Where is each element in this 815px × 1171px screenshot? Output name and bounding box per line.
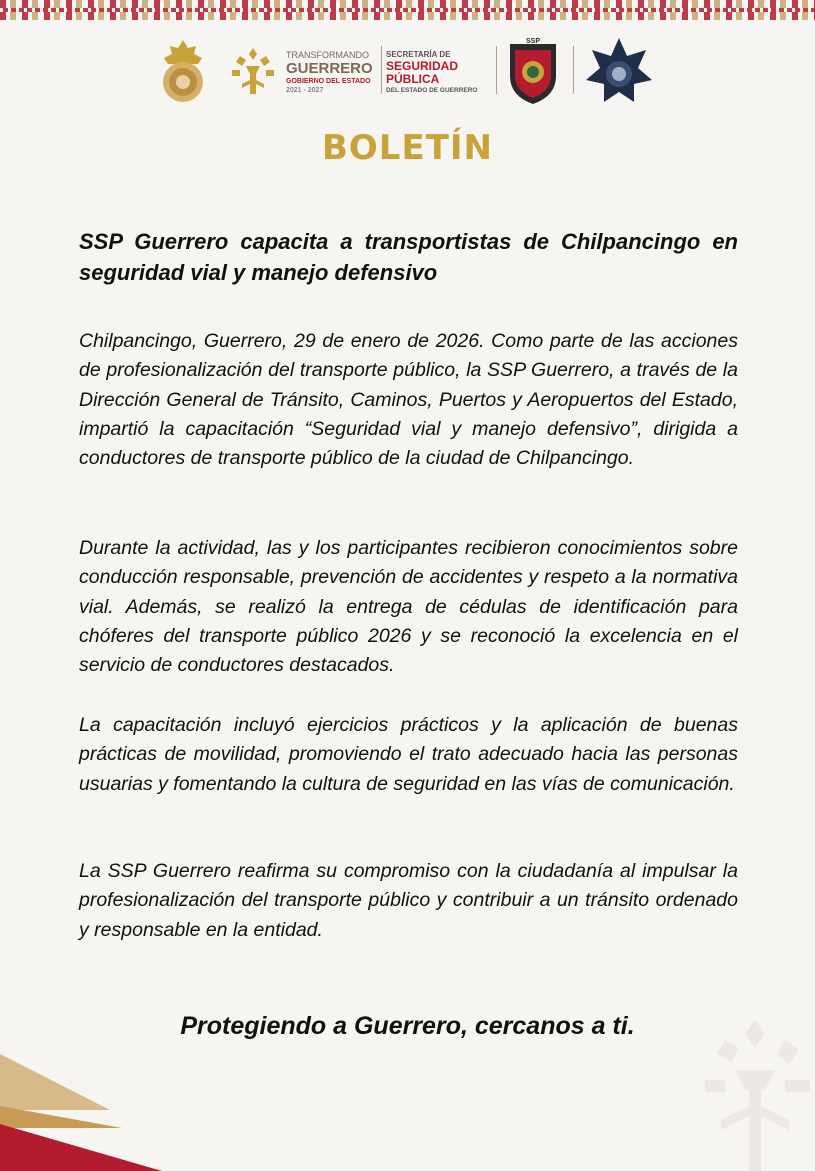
ssp-line-4: DEL ESTADO DE GUERRERO xyxy=(386,87,478,94)
police-star-badge-icon xyxy=(584,36,654,106)
government-wordmark xyxy=(286,50,378,95)
ssp-shield-badge-icon xyxy=(504,36,562,106)
ssp-line-1: SECRETARÍA DE xyxy=(386,50,451,59)
logo-divider xyxy=(496,46,497,94)
header-logos xyxy=(160,36,660,108)
logo-divider xyxy=(573,46,574,94)
paragraph-2: Durante la actividad, las y los participantes recibieron conocimientos sobre conducción responsable, prevención de accidentes y respeto a la normativa vial. Además, se realizó la entrega de cédulas de identificación para chóferes del transporte público 2026 y se reconoció la excelencia en el servicio de conductores destacados. xyxy=(79,537,738,677)
ssp-line-2: SEGURIDAD xyxy=(386,59,459,73)
gov-line-1: TRANSFORMANDO xyxy=(286,50,369,60)
gov-line-2: GUERRERO xyxy=(286,60,373,77)
bulletin-label: BOLETÍN xyxy=(321,128,493,168)
bulletin-title: SSP Guerrero capacita a transportistas de Chilpancingo en seguridad vial y manejo defensivo xyxy=(79,229,738,285)
paragraph-1: Chilpancingo, Guerrero, 29 de enero de 2026. Como parte de las acciones de profesionalización del transporte público, la SSP Guerrero, a través de la Dirección General de Tránsito, Caminos, Puertos y Aeropuertos del Estado, impartió la capacitación “Seguridad vial y manejo defensivo”, dirigida a conductores de transporte público de la ciudad de Chilpancingo. xyxy=(79,330,738,470)
logo-divider xyxy=(381,46,382,94)
government-tree-logo-icon xyxy=(226,44,280,98)
tree-watermark-icon xyxy=(665,1010,815,1171)
gov-line-3: GOBIERNO DEL ESTADO xyxy=(286,78,371,85)
decorative-corner-tan xyxy=(0,1054,110,1110)
ssp-line-3: PÚBLICA xyxy=(386,72,440,86)
ssp-wordmark xyxy=(386,50,496,96)
gov-line-4: 2021 - 2027 xyxy=(286,87,324,94)
decorative-top-border xyxy=(0,0,815,20)
slogan: Protegiendo a Guerrero, cercanos a ti. xyxy=(180,1012,635,1040)
paragraph-3: La capacitación incluyó ejercicios prácticos y la aplicación de buenas prácticas de movilidad, promoviendo el trato adecuado hacia las personas usuarias y fomentando la cultura de seguridad en las vías de comunicación. xyxy=(79,714,738,795)
state-seal-icon xyxy=(160,38,206,104)
paragraph-4: La SSP Guerrero reafirma su compromiso con la ciudadanía al impulsar la profesionalización del transporte público y contribuir a un tránsito ordenado y responsable en la entidad. xyxy=(79,860,738,941)
badge-text: SSP xyxy=(525,38,541,45)
decorative-corner-red xyxy=(0,1124,162,1171)
